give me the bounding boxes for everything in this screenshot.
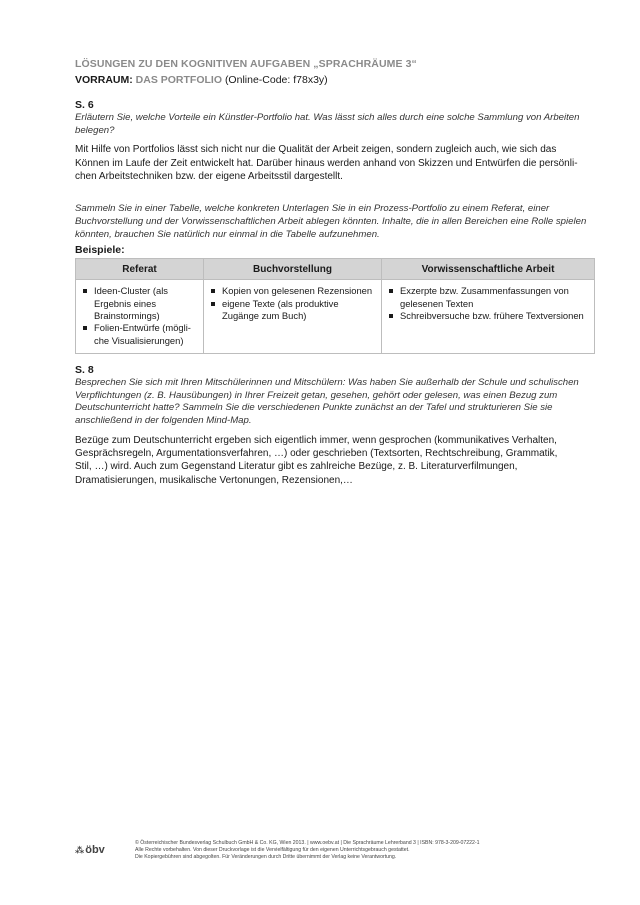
column-header-buchvorstellung: Buchvorstellung (204, 259, 382, 280)
logo-text: öbv (85, 844, 105, 856)
section-heading-s6: S. 6 (75, 99, 94, 111)
publisher-logo (75, 844, 105, 856)
bullet-list (387, 285, 589, 322)
answer-line: chen Arbeitstechniken bzw. der eigene Arbeitsstil dargestellt. (75, 171, 343, 182)
portfolio-label: DAS PORTFOLIO (135, 74, 223, 86)
task-text: Erläutern Sie, welche Vorteile ein Künstler-Portfolio hat. Was lässt sich alles durch eine solche Sammlung von Arbeiten belegen? (75, 112, 580, 136)
list-item: Schreibversuche bzw. frühere Textversionen (387, 310, 589, 322)
subtitle-line (75, 73, 595, 87)
bullet-list (209, 285, 376, 322)
list-item: Ideen-Cluster (als Ergebnis eines Brainstormings) (81, 285, 198, 322)
list-item: Folien-Entwürfe (mögli-che Visualisierungen) (81, 322, 198, 347)
answer-line: Bezüge zum Deutschunterricht ergeben sich eigentlich immer, wenn gesprochen (kommunikatives Verhalten, (75, 434, 557, 446)
vorraum-label: VORRAUM: (75, 74, 133, 86)
table-row (76, 280, 595, 354)
task-text: Besprechen Sie sich mit Ihren Mitschülerinnen und Mitschülern: Was haben Sie außerhalb der Schule und schulischen Verpflichtungen (z. B. Hausübungen) in Ihrer Freizeit getan, gesehen, gehört oder gelesen, was einen Bezug zum Deutschunterricht hatte? Sammeln Sie die verschiedenen Punkte zunächst an der Tafel und strukturieren Sie sie anschließend in der folgenden Mind-Map. (75, 377, 579, 426)
answer-line: Stil, …) wird. Auch zum Gegenstand Literatur gibt es zahlreiche Bezüge, z. B. Literaturverfilmungen, (75, 461, 518, 473)
table-header-row (76, 259, 595, 280)
list-item: Kopien von gelesenen Rezensionen (209, 285, 376, 297)
footer-line: Die Kopiergebühren sind abgegolten. Für Veränderungen durch Dritte übernimmt der Verlag keine Verantwortung. (135, 854, 397, 860)
task-text: Sammeln Sie in einer Tabelle, welche konkreten Unterlagen Sie in ein Prozess-Portfolio zu einem Referat, einer Buchvorstellung und der Vorwissenschaftlichen Arbeit ablegen könnten. Inhalte, die in allen Bereichen eine Rolle spielen könnten, brauchen Sie natürlich nur einmal in die Tabelle aufzunehmen. (75, 203, 587, 240)
footer-line: Alle Rechte vorbehalten. Von dieser Druckvorlage ist die Vervielfältigung für den eigenen Unterrichtsgebrauch gestattet. (135, 847, 410, 853)
answer-paragraph (75, 434, 595, 488)
answer-line: Gesprächsregeln, Argumentationsverfahren, …) oder geschrieben (Textsorten, Rechtschreibung, Grammatik, (75, 448, 558, 459)
column-header-referat: Referat (76, 259, 204, 280)
online-code: (Online-Code: f78x3y) (224, 74, 328, 86)
bullet-list (81, 285, 198, 347)
section-heading-s8: S. 8 (75, 364, 94, 377)
answer-line: Dramatisierungen, musikalische Vertonungen, Rezensionen,… (75, 474, 353, 486)
table-cell (204, 280, 382, 354)
answer-paragraph (75, 143, 595, 183)
footer-line: © Österreichischer Bundesverlag Schulbuch GmbH & Co. KG, Wien 2013. | www.oebv.at | Die Sprachräume Lehrerband 3 | ISBN: 978-3-209-07222-1 (135, 840, 480, 846)
answer-line: Können im Laufe der Zeit entwickelt hat. Darüber hinaus werden anhand von Skizzen und Entwürfen die persönli- (75, 157, 578, 169)
document-page (75, 58, 595, 487)
copyright-text (135, 840, 595, 861)
document-title: LÖSUNGEN ZU DEN KOGNITIVEN AUFGABEN „SPRACHRÄUME 3“ (75, 58, 417, 70)
column-header-vwa: Vorwissenschaftliche Arbeit (382, 259, 595, 280)
list-item: eigene Texte (als produktive Zugänge zum Buch) (209, 298, 376, 323)
portfolio-table (75, 258, 595, 354)
list-item: Exzerpte bzw. Zusammenfassungen von gelesenen Texten (387, 285, 589, 310)
logo-dots-icon: ⁂ (75, 845, 84, 855)
examples-label: Beispiele: (75, 244, 125, 257)
table-cell (382, 280, 595, 354)
answer-line: Mit Hilfe von Portfolios lässt sich nicht nur die Qualität der Arbeit zeigen, sondern zugleich auch, wie sich das (75, 144, 557, 156)
table-cell (76, 280, 204, 354)
